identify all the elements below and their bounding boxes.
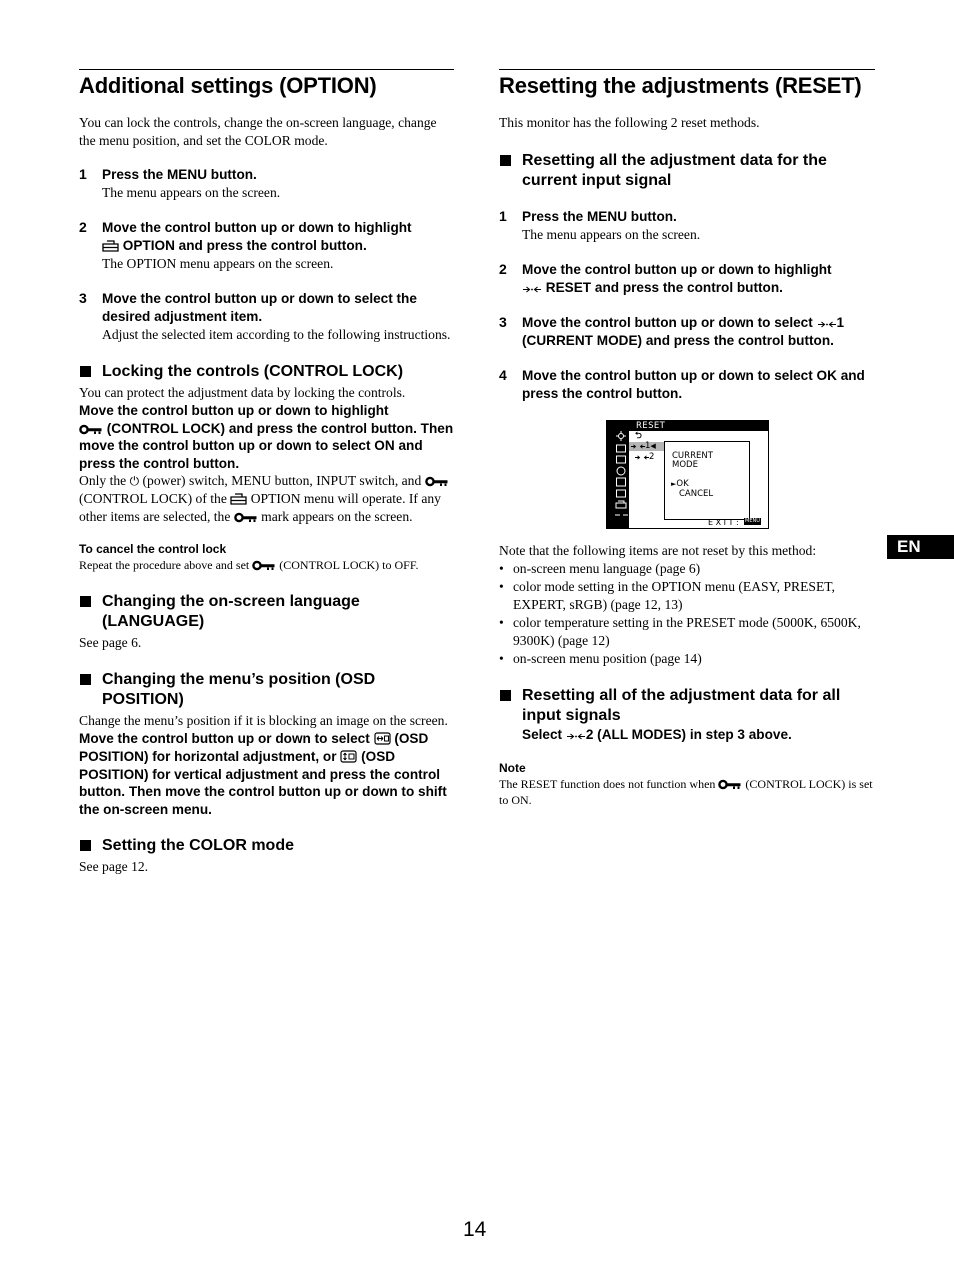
osd-ok-option[interactable]: ►OK — [671, 479, 689, 489]
control-lock-instruction: Move the control button up or down to highlight (CONTROL LOCK) and press the control button. Then move the control button up or down to select ON and press the control button. — [79, 403, 454, 471]
reset-all-instruction: Select 2 (ALL MODES) in step 3 above. — [522, 727, 792, 742]
osd-item-current[interactable]: 1◀ — [631, 442, 656, 451]
step-description: The menu appears on the screen. — [522, 227, 701, 242]
language-tab-en: EN — [887, 535, 954, 559]
section-square-icon — [80, 366, 91, 377]
reset-icon — [817, 320, 837, 329]
step-instruction: Press the MENU button. — [102, 167, 257, 182]
page-number: 14 — [463, 1218, 487, 1241]
reset-osd-menu — [606, 420, 769, 529]
osd-exit-label: E X I T : — [708, 518, 739, 527]
section-square-icon — [500, 155, 511, 166]
reset-icon — [635, 454, 649, 461]
cancel-lock-heading: To cancel the control lock — [79, 542, 227, 557]
reset-all-heading: Resetting all of the adjustment data for all input signals — [499, 686, 875, 726]
step-number: 3 — [79, 290, 87, 306]
left-step-3 — [79, 290, 454, 344]
left-step-2 — [79, 219, 454, 273]
list-item: • on-screen menu language (page 6) — [499, 560, 875, 578]
right-step-2 — [499, 261, 875, 297]
control-lock-heading: Locking the controls (CONTROL LOCK) — [79, 362, 454, 382]
osd-position-text: Change the menu’s position if it is blocking an image on the screen. — [79, 713, 448, 729]
reset-icon — [566, 732, 586, 741]
note-text: The RESET function does not function when (CONTROL LOCK) is set to ON. — [499, 776, 873, 807]
key-icon — [252, 560, 276, 571]
osd-position-instruction: Move the control button up or down to select (OSD POSITION) for horizontal adjustment, or (OSD POSITION) for vertical adjustment and press the control button. Then move the control button up or down to shift the on-screen menu. — [79, 731, 447, 817]
reset-icon — [631, 443, 645, 450]
step-description: Adjust the selected item according to the following instructions. — [102, 327, 451, 342]
osd-cancel-option[interactable]: CANCEL — [679, 489, 714, 499]
step-instruction-b: OPTION and press the control button. — [122, 238, 367, 253]
osd-item-all[interactable]: 2 — [635, 453, 654, 462]
step-instruction: Press the MENU button. — [522, 209, 677, 224]
right-heading: Resetting the adjustments (RESET) — [499, 73, 862, 98]
osd-menu-badge: MENU — [745, 518, 760, 524]
not-reset-list — [499, 560, 875, 668]
left-column — [79, 69, 454, 876]
right-step-4 — [499, 367, 875, 403]
step-instruction-a: Move the control button up or down to highlight — [522, 262, 832, 277]
step-instruction-b: 1 (CURRENT MODE) and press the control button. — [522, 315, 845, 348]
osd-back-icon: ⮌ — [635, 431, 642, 441]
key-icon — [79, 424, 103, 435]
control-lock-text: You can protect the adjustment data by locking the controls. — [79, 385, 406, 400]
step-number: 3 — [499, 314, 507, 330]
key-icon — [425, 476, 449, 487]
left-heading-rule — [79, 69, 454, 70]
step-instruction: Move the control button up or down to select OK and press the control button. — [522, 368, 865, 401]
osd-horizontal-icon — [374, 732, 391, 745]
right-heading-rule — [499, 69, 875, 70]
step-instruction-a: Move the control button up or down to highlight — [102, 220, 412, 235]
reset-current-heading: Resetting all the adjustment data for the current input signal — [499, 151, 875, 191]
osd-menu-icons — [607, 421, 629, 528]
not-reset-intro: Note that the following items are not reset by this method: — [499, 543, 817, 558]
step-description: The OPTION menu appears on the screen. — [102, 256, 334, 271]
key-icon — [718, 779, 742, 790]
section-square-icon — [500, 690, 511, 701]
section-square-icon — [80, 840, 91, 851]
language-heading: Changing the on-screen language (LANGUAGE) — [79, 592, 454, 632]
step-number: 1 — [79, 166, 87, 182]
osd-vertical-icon — [340, 750, 357, 763]
reset-icon — [522, 285, 542, 294]
language-text: See page 6. — [79, 635, 142, 651]
step-number: 2 — [79, 219, 87, 235]
step-instruction-a: Move the control button up or down to select — [522, 315, 813, 330]
step-description: The menu appears on the screen. — [102, 185, 281, 200]
left-step-1 — [79, 166, 454, 202]
section-square-icon — [80, 674, 91, 685]
power-icon: ⏻ — [129, 474, 140, 489]
list-item: • color mode setting in the OPTION menu (EASY, PRESET, EXPERT, sRGB) (page 12, 13) — [499, 578, 875, 614]
section-square-icon — [80, 596, 91, 607]
step-instruction-b: RESET and press the control button. — [545, 280, 783, 295]
color-mode-heading: Setting the COLOR mode — [79, 836, 454, 856]
osd-title: RESET — [629, 421, 768, 431]
step-number: 2 — [499, 261, 507, 277]
option-icon — [102, 240, 119, 252]
key-icon — [234, 512, 258, 523]
right-step-3 — [499, 314, 875, 350]
color-mode-text: See page 12. — [79, 859, 149, 875]
note-heading: Note — [499, 760, 526, 775]
step-instruction: Move the control button up or down to select the desired adjustment item. — [102, 291, 417, 324]
left-heading: Additional settings (OPTION) — [79, 73, 377, 98]
right-intro: This monitor has the following 2 reset methods. — [499, 115, 760, 130]
osd-icon-bar — [607, 421, 629, 528]
cancel-lock-text: Repeat the procedure above and set (CONTROL LOCK) to OFF. — [79, 558, 419, 573]
option-icon — [230, 493, 247, 505]
osd-current-label: CURRENT — [672, 451, 713, 461]
step-number: 1 — [499, 208, 507, 224]
left-intro: You can lock the controls, change the on-screen language, change the menu position, and set the COLOR mode. — [79, 115, 437, 148]
step-number: 4 — [499, 367, 507, 383]
control-lock-note: Only the ⏻ (power) switch, MENU button, INPUT switch, and (CONTROL LOCK) of the OPTION menu will operate. If any other items are selected, the mark appears on the screen. — [79, 472, 454, 526]
osd-position-heading: Changing the menu’s position (OSD POSITION) — [79, 670, 454, 710]
right-column — [499, 69, 875, 808]
list-item: • color temperature setting in the PRESET mode (5000K, 6500K, 9300K) (page 12) — [499, 614, 875, 650]
list-item: • on-screen menu position (page 14) — [499, 650, 875, 668]
osd-mode-label: MODE — [672, 460, 698, 470]
right-step-1 — [499, 208, 875, 244]
